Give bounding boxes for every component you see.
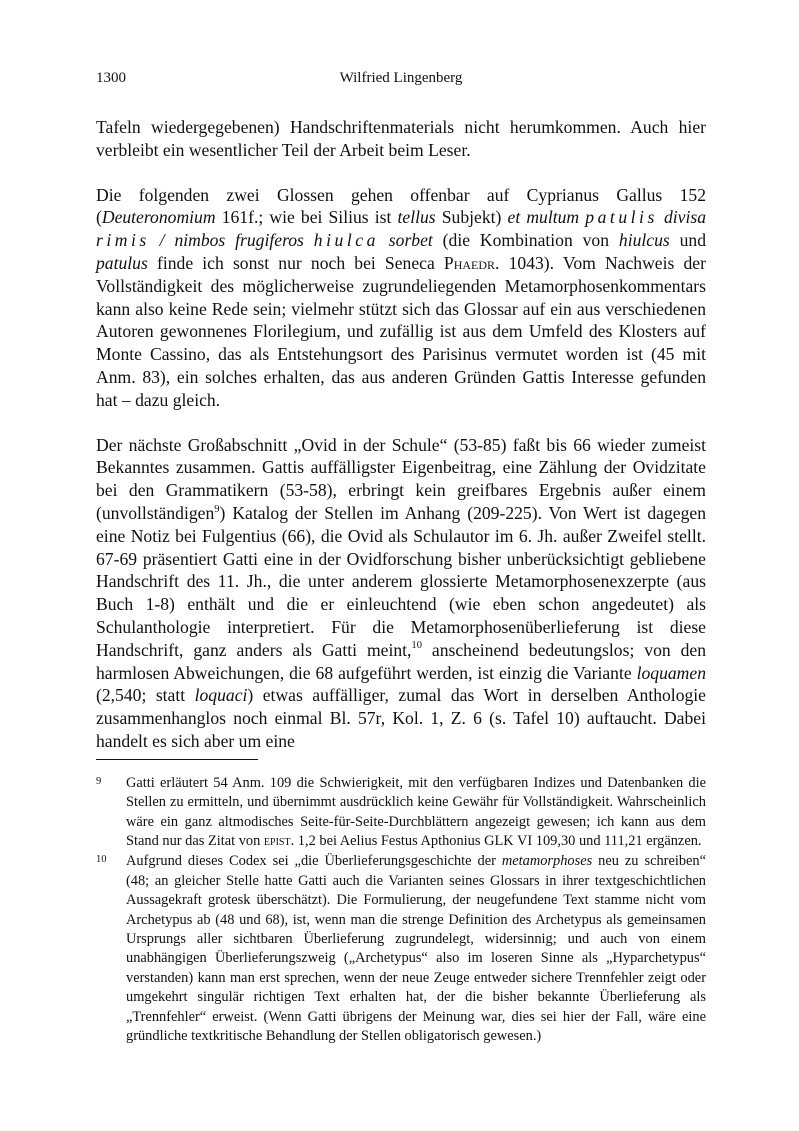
footnote-number: 9 [96, 775, 102, 787]
running-title: Wilfried Lingenberg [339, 70, 463, 86]
footnote-rule [96, 759, 258, 760]
paragraph-2: Die folgenden zwei Glossen gehen offenbar auf Cyprianus Gallus 152 (Deuteronomium 161f.; wie bei Silius ist tellus Subjekt) et multum patulis divisa rimis / nimbos frugiferos hiulca sorbet (die Kombination von hiulcus und patulus finde ich sonst nur noch bei Seneca Phaedr. 1043). Vom Nachweis der Vollständigkeit des möglicherweise zugrundeliegenden Metamorphosenkommentars kann also keine Rede sein; vielmehr stützt sich das Glossar auf ein aus verschiedenen Autoren gewonnenes Florilegium, und zufällig ist aus dem Umfeld des Klosters auf Monte Cassino, das als Entstehungsort des Parisinus vermutet worden ist (45 mit Anm. 83), ein solches erhalten, das aus anderen Gründen Gattis Interesse gefunden hat – dazu gleich. [96, 184, 707, 410]
body-text [96, 116, 706, 753]
page-header [96, 70, 706, 92]
footnote-ref-9[interactable]: 9 [214, 503, 220, 515]
footnote-number: 10 [96, 854, 107, 866]
page-number: 1300 [96, 70, 126, 86]
footnote-ref-10[interactable]: 10 [411, 640, 422, 652]
page [96, 70, 706, 1047]
paragraph-1: Tafeln wiedergegebenen) Handschriftenmaterials nicht herumkommen. Auch hier verbleibt ein wesentlicher Teil der Arbeit beim Leser. [96, 117, 706, 160]
footnotes [96, 774, 706, 1047]
footnote-9: 9 Gatti erläutert 54 Anm. 109 die Schwierigkeit, mit den verfügbaren Indizes und Datenbanken die Stellen zu ermitteln, und übernimmt ausdrücklich keine Gewähr für Vollständigkeit. Wahrscheinlich wäre ein ganz altmodisches Seite-für-Seite-Durchblättern angezeigt gewesen; ich kann aus dem Stand nur das Zitat von epist. 1,2 bei Aelius Festus Apthonius GLK VI 109,30 und 111,21 ergänzen. [96, 774, 706, 852]
footnote-10: 10 Aufgrund dieses Codex sei „die Überlieferungsgeschichte der metamorphoses neu zu schreiben“ (48; an gleicher Stelle hatte Gatti auch die Varianten seines Glossars in ihrer textgeschichtlichen Aussagekraft grotesk überschätzt). Die Formulierung, der neugefundene Text stamme nicht vom Archetypus ab (48 und 68), ist, wenn man die strenge Definition des Archetypus als gemeinsamen Ursprungs aller sichtbaren Überlieferung zugrundelegt, widersinnig; und auch von einem unabhängigen Überlieferungszweig („Archetypus“ also im loseren Sinne als „Hyparchetypus“ verstanden) kann man erst sprechen, wenn der neue Zeuge entweder sichere Trennfehler zeigt oder umgekehrt singulär richtigen Text erhalten hat, der die bisher bekannte Überlieferung als „Trennfehler“ erweist. (Wenn Gatti übrigens der Meinung war, dies sei hier der Fall, wäre eine gründliche textkritische Behandlung der Stellen obligatorisch gewesen.) [96, 852, 706, 1046]
paragraph-3: Der nächste Großabschnitt „Ovid in der Schule“ (53-85) faßt bis 66 wieder zumeist Bekanntes zusammen. Gattis auffälligster Eigenbeitrag, eine Zählung der Ovidzitate bei den Grammatikern (53-58), erbringt kein greifbares Ergebnis außer einem (unvollständigen$^9$) Katalog der Stellen im Anhang (209-225). Von Wert ist dagegen eine Notiz bei Fulgentius (66), die Ovid als Schulautor im 6. Jh. außer Zweifel stellt. 67-69 präsentiert Gatti eine in der Ovidforschung bisher unberücksichtigt gebliebene Handschrift des 11. Jh., die unter anderem glossierte Metamorphosenexzerpte (aus Buch 1-8) enthält und die er einleuchtend (wie eben schon angedeutet) als Schulanthologie interpretiert. Für die Metamorphosenüberlieferung ist diese Handschrift, ganz anders als Gatti meint,$^{10}$ anscheinend bedeutungslos; von den harmlosen Abweichungen, die 68 aufgeführt werden, ist einzig die Variante loquamen (2,540; statt loquaci) etwas auffälliger, zumal das Wort in derselben Anthologie zusammenhanglos noch einmal Bl. 57r, Kol. 1, Z. 6 (s. Tafel 10) auftaucht. Dabei handelt es sich aber um eine [96, 434, 706, 751]
